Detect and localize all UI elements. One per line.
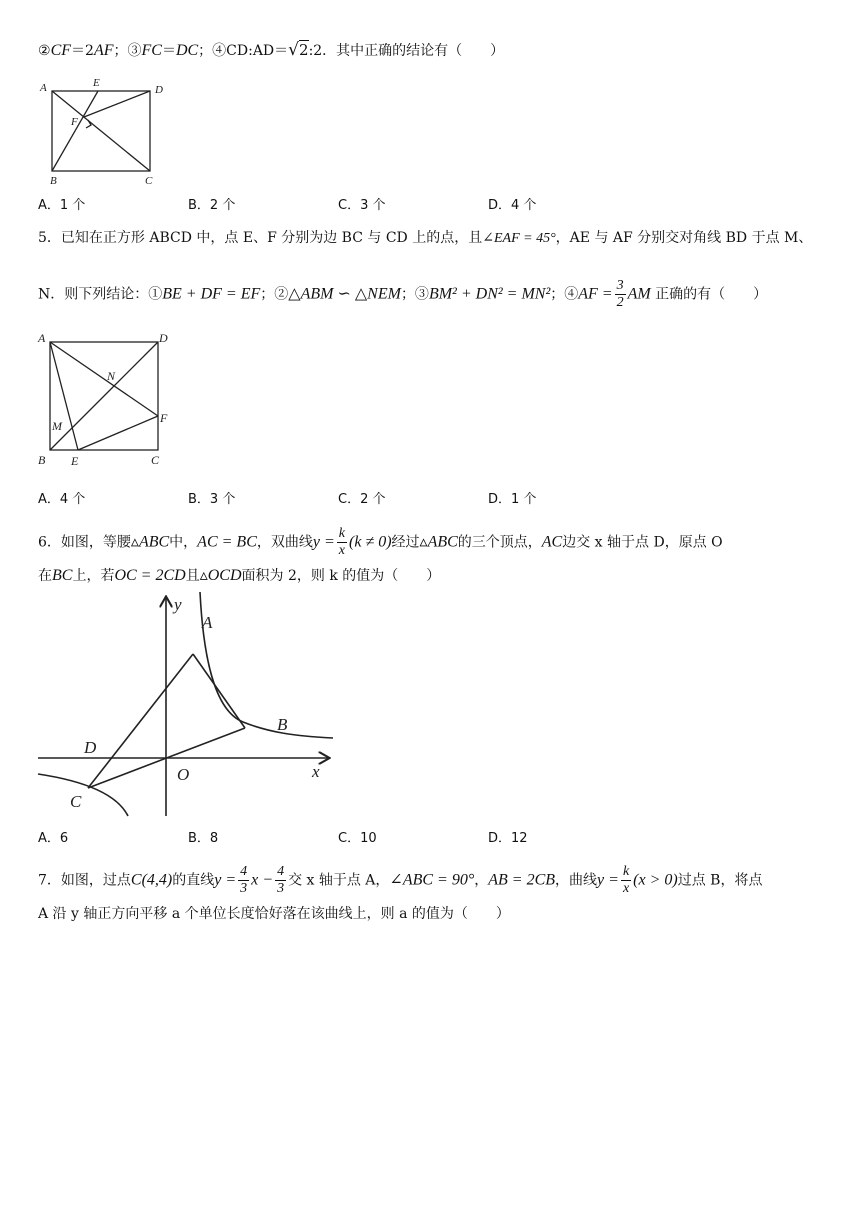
- q5-math: AM: [627, 285, 651, 303]
- q6-statement-line2: [38, 566, 830, 586]
- q5-text: ；③: [400, 286, 429, 303]
- q5-math: ∠EAF = 45°: [482, 231, 556, 246]
- numerator: k: [338, 526, 345, 541]
- q6-text: 经过: [391, 534, 420, 551]
- diagonal-bd: [50, 342, 158, 450]
- q6-text: 6．如图，等腰: [38, 534, 131, 551]
- q6-statement-line1: [38, 526, 830, 559]
- denominator: x: [622, 881, 630, 896]
- label-b: B: [50, 175, 57, 187]
- q4-text: :2．其中正确的结论有（ ）: [308, 43, 505, 59]
- q5-text: 正确的有（ ）: [655, 286, 768, 303]
- numerator: 4: [240, 864, 248, 879]
- q5-text: N．则下列结论：①: [38, 286, 163, 303]
- q6-text: ，双曲线: [256, 534, 313, 551]
- q7-math: y =: [214, 871, 237, 889]
- q7-text: 交 x 轴于点 A，: [288, 872, 390, 889]
- option-a[interactable]: A．4 个: [38, 492, 86, 507]
- q4-statement-tail: ②CF＝2AF；③FC＝DC；④CD:AD＝√2:2．其中正确的结论有（ ）: [38, 40, 505, 60]
- q7-text: 的直线: [172, 872, 215, 889]
- side-ab: [193, 654, 245, 728]
- q4-math: CF: [50, 42, 72, 59]
- q7-statement-line1: [38, 864, 830, 897]
- option-b[interactable]: B．2 个: [188, 198, 236, 213]
- q6-math: AC = BC: [197, 533, 257, 551]
- segment-ac: [52, 91, 150, 171]
- q6-text: 的三个顶点，: [457, 534, 542, 551]
- q7-text: 7．如图，过点: [38, 872, 131, 889]
- q6-text: 且: [185, 568, 200, 584]
- q5-text: ，AE 与 AF 分别交对角线 BD 于点 M、: [555, 230, 813, 246]
- fraction: [275, 864, 286, 897]
- q6-math: ▵ABC: [419, 533, 458, 551]
- q6-text: 中，: [169, 534, 198, 551]
- q6-text: 在: [38, 568, 52, 584]
- q7-text: ，曲线: [555, 872, 598, 889]
- q6-math: y =: [312, 533, 335, 551]
- q4-text: ；④CD:AD＝: [198, 43, 289, 59]
- denominator: 3: [277, 881, 285, 896]
- option-d[interactable]: D．4 个: [488, 198, 537, 213]
- q4-text: ＝: [161, 43, 176, 59]
- q6-math: BC: [52, 567, 73, 584]
- q5-text: ；④: [550, 286, 579, 303]
- label-a: A: [38, 331, 46, 345]
- label-f: F: [160, 411, 168, 425]
- q5-statement-line1: [38, 228, 830, 249]
- q4-math: AF: [93, 42, 114, 59]
- q7-math: AB = 2CB: [488, 871, 556, 889]
- q7-text: ，: [474, 872, 489, 889]
- q7-text: A 沿 y 轴正方向平移 a 个单位长度恰好落在该曲线上，则 a 的值为（ ）: [38, 906, 510, 922]
- label-a: A: [40, 82, 47, 94]
- label-c: C: [70, 792, 82, 811]
- label-y: y: [174, 595, 182, 614]
- q4-text: ②: [38, 43, 51, 59]
- segment-fd: [84, 91, 150, 117]
- label-c: C: [145, 175, 153, 187]
- option-b[interactable]: B．8: [188, 831, 219, 846]
- option-c[interactable]: C．3 个: [338, 198, 386, 213]
- label-a: A: [202, 613, 213, 632]
- option-c[interactable]: C．2 个: [338, 492, 386, 507]
- sqrt-radicand: 2: [299, 41, 309, 59]
- q4-text: ＝2: [71, 43, 94, 59]
- q5-conclusion-4: AF =: [578, 285, 613, 303]
- label-d: D: [84, 738, 97, 757]
- label-m: M: [52, 419, 62, 433]
- label-b: B: [38, 453, 46, 467]
- label-x: x: [312, 762, 320, 781]
- q4-rectangle-figure: [38, 76, 168, 188]
- q6-math: ▵ABC: [130, 533, 170, 551]
- label-d: D: [155, 84, 163, 96]
- numerator: 4: [277, 864, 285, 879]
- q6-math: ▵OCD: [199, 567, 242, 584]
- q6-hyperbola-figure: [38, 592, 338, 818]
- fraction: [621, 864, 631, 897]
- q6-math: (k ≠ 0): [348, 533, 392, 551]
- fraction: [238, 864, 249, 897]
- label-f: F: [71, 116, 78, 128]
- segment-be: [52, 91, 98, 171]
- q6-text: 上，若: [72, 568, 115, 584]
- q7-text: 过点 B，将点: [677, 872, 763, 889]
- q6-math: AC: [541, 533, 563, 551]
- q6-text: 边交 x 轴于点 D，原点 O: [562, 534, 723, 551]
- label-e: E: [93, 77, 100, 89]
- option-b[interactable]: B．3 个: [188, 492, 236, 507]
- option-d[interactable]: D．12: [488, 831, 528, 846]
- fraction: [337, 526, 347, 559]
- q7-math: ∠ABC = 90°: [389, 871, 475, 889]
- q7-math: x −: [251, 871, 274, 889]
- hyperbola-branch-2: [38, 774, 128, 816]
- q6-text: 面积为 2，则 k 的值为（ ）: [241, 568, 441, 584]
- label-o: O: [177, 765, 190, 784]
- right-angle-mark: [86, 120, 91, 128]
- q5-square-figure: [36, 328, 176, 470]
- option-a[interactable]: A．6: [38, 831, 69, 846]
- q5-conclusion-3: BM² + DN² = MN²: [428, 285, 551, 303]
- q4-math: FC: [141, 42, 162, 59]
- numerator: k: [622, 864, 630, 879]
- label-e: E: [71, 454, 79, 468]
- fraction: [615, 278, 626, 311]
- q7-math: C(4,4): [130, 871, 173, 889]
- q7-math: y =: [597, 871, 619, 889]
- option-d[interactable]: D．1 个: [488, 492, 537, 507]
- q4-text: ；③: [113, 43, 142, 59]
- q7-math: (x > 0): [633, 871, 678, 889]
- q5-text: 5．已知在正方形 ABCD 中，点 E、F 分别为边 BC 与 CD 上的点，且: [38, 230, 483, 246]
- label-b: B: [277, 715, 288, 734]
- q4-math: DC: [175, 42, 199, 59]
- label-d: D: [159, 331, 168, 345]
- denominator: 3: [240, 881, 248, 896]
- q5-conclusion-1: BE + DF = EF: [162, 285, 261, 303]
- denominator: x: [338, 543, 345, 558]
- denominator: 2: [616, 295, 624, 310]
- q6-math: OC = 2CD: [114, 567, 186, 584]
- hyperbola-branch-1: [200, 592, 333, 738]
- q5-statement-line2: [38, 278, 830, 311]
- q5-conclusion-2: △ABM ∽ △NEM: [288, 285, 401, 303]
- label-c: C: [151, 453, 160, 467]
- option-a[interactable]: A．1 个: [38, 198, 86, 213]
- q7-statement-line2: [38, 904, 830, 924]
- option-c[interactable]: C．10: [338, 831, 377, 846]
- numerator: 3: [616, 278, 624, 293]
- label-n: N: [107, 369, 116, 383]
- segment-ef: [78, 416, 158, 450]
- q5-text: ；②: [260, 286, 289, 303]
